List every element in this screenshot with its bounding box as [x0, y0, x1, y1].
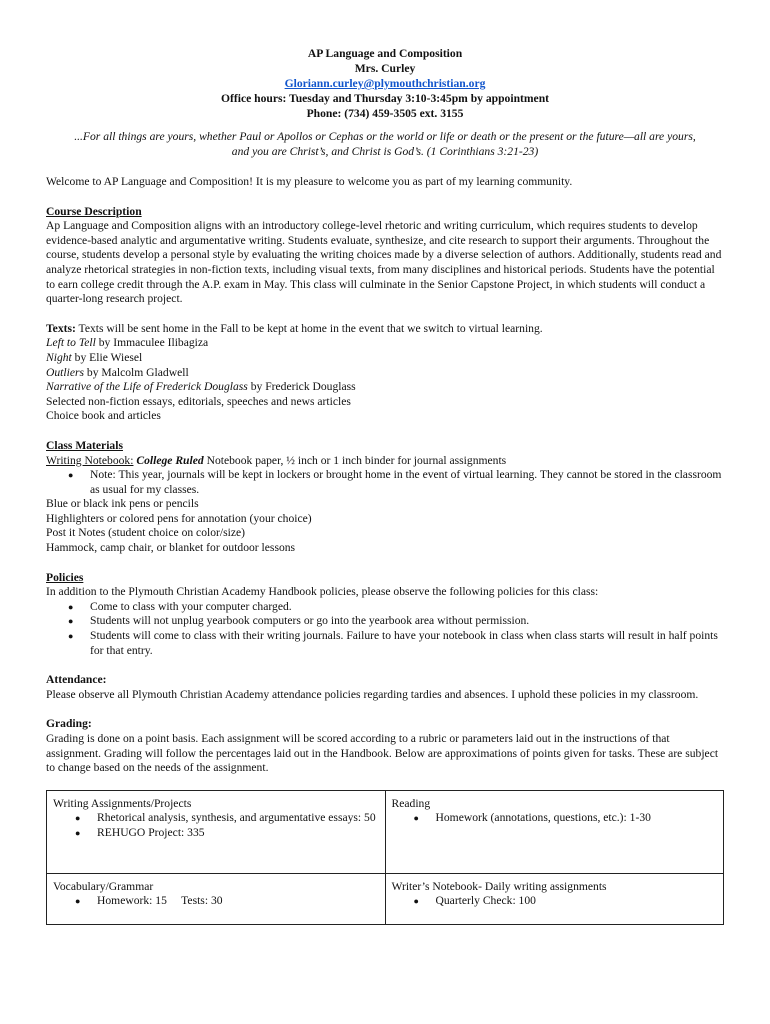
list-item: ● Homework (annotations, questions, etc.): 1-30: [436, 811, 718, 826]
book-item: Narrative of the Life of Frederick Douglass by Frederick Douglass: [46, 380, 356, 394]
scripture-quote: [46, 129, 724, 159]
attendance-heading: Attendance:: [46, 673, 107, 687]
header-block: [46, 46, 724, 121]
grading-section: [46, 717, 724, 924]
office-hours: Office hours: Tuesday and Thursday 3:10-3:45pm by appointment: [220, 92, 549, 105]
quote-line-1: ...For all things are yours, whether Paul or Apollos or Cephas or the world or life or death or the present or the future—all are yours,: [74, 130, 696, 143]
notebook-cell: [385, 873, 724, 924]
reading-cell: [385, 790, 724, 873]
grading-table: [46, 790, 724, 925]
writing-title: Writing Assignments/Projects: [53, 796, 192, 810]
book-item: Outliers by Malcolm Gladwell: [46, 365, 189, 379]
material-item: Highlighters or colored pens for annotation (your choice): [46, 511, 312, 525]
notebook-title: Writer’s Notebook- Daily writing assignments: [391, 879, 607, 893]
attendance-section: [46, 673, 724, 702]
grading-text: Grading is done on a point basis. Each assignment will be scored according to a rubric or parameters laid out in the instructions of that assignment. Grading will follow the percentages laid out in the Handbook. Below are approximations of points given for tasks. These are subject to change based on the needs of the assignment.: [46, 732, 719, 775]
policies-list: [46, 600, 724, 658]
list-item: ● Quarterly Check: 100: [436, 894, 718, 909]
quote-line-2: and you are Christ’s, and Christ is God’s. (1 Corinthians 3:21-23): [231, 145, 539, 158]
welcome-text: Welcome to AP Language and Composition! It is my pleasure to welcome you as part of my learning community.: [46, 175, 573, 188]
material-item: Post it Notes (student choice on color/size): [46, 526, 245, 540]
materials-note-list: [46, 468, 724, 497]
list-item: ● Students will come to class with their writing journals. Failure to have your notebook in class when class starts will result in half points for that entry.: [90, 629, 724, 658]
policies-section: [46, 571, 724, 659]
book-item: Left to Tell by Immaculee Ilibagiza: [46, 336, 209, 350]
list-item: ● Students will not unplug yearbook computers or go into the yearbook area without permission.: [90, 614, 724, 629]
list-item: ● Rhetorical analysis, synthesis, and argumentative essays: 50: [97, 811, 379, 826]
list-item: ● Note: This year, journals will be kept in lockers or brought home in the event of virtual learning. They cannot be stored in the classroom as usual for my classes.: [90, 468, 724, 497]
materials-section: [46, 439, 724, 556]
writing-cell: [47, 790, 386, 873]
texts-extra: Choice book and articles: [46, 409, 161, 423]
book-item: Night by Elie Wiesel: [46, 350, 143, 364]
attendance-text: Please observe all Plymouth Christian Academy attendance policies regarding tardies and absences. I uphold these policies in my classroom.: [46, 687, 699, 701]
texts-section: [46, 322, 724, 424]
vocab-cell: [47, 873, 386, 924]
policies-intro: In addition to the Plymouth Christian Academy Handbook policies, please observe the following policies for this class:: [46, 585, 599, 599]
vocab-title: Vocabulary/Grammar: [53, 879, 154, 893]
course-description-heading: Course Description: [46, 204, 142, 218]
email-link[interactable]: Gloriann.curley@plymouthchristian.org: [284, 77, 486, 90]
course-title: AP Language and Composition: [307, 47, 463, 60]
material-item: Blue or black ink pens or pencils: [46, 497, 199, 511]
policies-heading: Policies: [46, 570, 84, 584]
list-item: ● REHUGO Project: 335: [97, 826, 379, 841]
teacher-name: Mrs. Curley: [354, 62, 416, 75]
notebook-line: Writing Notebook: College Ruled Notebook paper, ½ inch or 1 inch binder for journal assignments: [46, 453, 507, 467]
texts-label: Texts:: [46, 321, 76, 335]
list-item: ● Come to class with your computer charged.: [90, 600, 724, 615]
texts-extra: Selected non-fiction essays, editorials, speeches and news articles: [46, 394, 351, 408]
course-description-section: [46, 205, 724, 307]
phone: Phone: (734) 459-3505 ext. 3155: [306, 107, 464, 120]
texts-intro: Texts will be sent home in the Fall to be kept at home in the event that we switch to virtual learning.: [75, 321, 543, 335]
course-description-text: Ap Language and Composition aligns with an introductory college-level rhetoric and writing curriculum, which requires students to develop evidence-based analytic and argumentative writing. Students evaluate, synthesize, and cite research to support their arguments. Throughout the course, students develop a personal style by evaluating the writing choices made by a diverse selection of authors. Additionally, students read and analyze rhetorical strategies in non-fiction texts, including visual texts, from many disciplines and historical periods. Students have the potential to earn college credit through the A.P. exam in May. This class will culminate in the Senior Capstone Project, in which students will conduct a quarter-long research project.: [46, 219, 722, 306]
grading-heading: Grading:: [46, 717, 92, 731]
materials-heading: Class Materials: [46, 438, 123, 452]
reading-title: Reading: [391, 796, 431, 810]
material-item: Hammock, camp chair, or blanket for outdoor lessons: [46, 541, 296, 555]
list-item: ● Homework: 15 Tests: 30: [97, 894, 379, 909]
